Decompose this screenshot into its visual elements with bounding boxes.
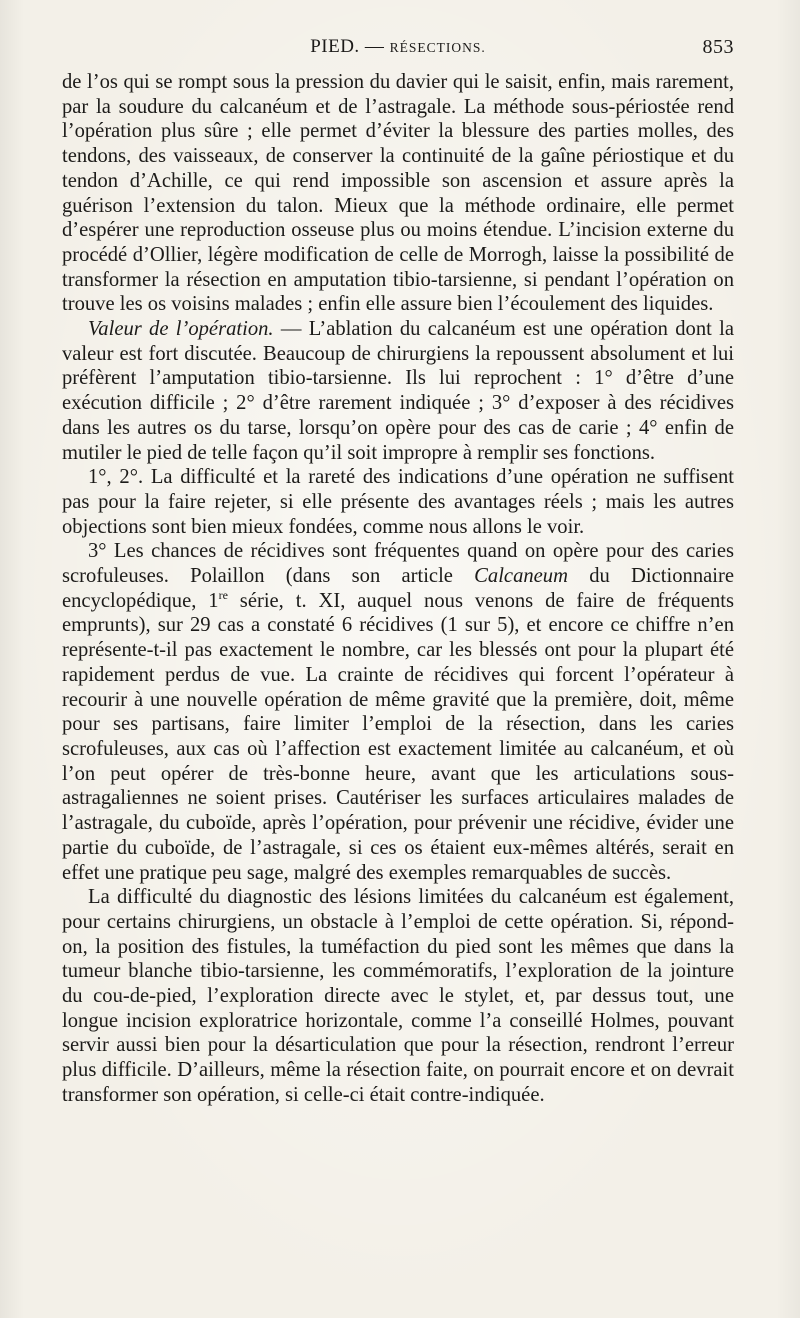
paragraph-diagnostic: [62, 885, 734, 1107]
running-title-main: PIED.: [310, 36, 360, 57]
paragraph-4-text-middle: du Dictionnaire encyclopédique, 1: [62, 565, 734, 612]
paragraph-2-text: — L’ablation du calcanéum est une opération dont la valeur est fort discutée. Beaucoup de chirurgiens la repoussent absolument et lui préfèrent l’amputation tibio-tarsienne. Ils lui reprochent : 1° d’être d’une exécution difficile ; 2° d’être rarement indiquée ; 3° d’exposer à des récidives dans les autres os du tarse, lorsqu’on opère pour des cas de carie ; 4° enfin de mutiler le pied de telle façon qu’il soit impropre à remplir ses fonctions.: [62, 318, 734, 464]
body-text: [62, 70, 734, 1108]
paragraph-5-text: La difficulté du diagnostic des lésions limitées du calcanéum est également, pour certains chirurgiens, un obstacle à l’emploi de cette opération. Si, répond-on, la position des fistules, la tuméfaction du pied sont les mêmes que dans la tumeur blanche tibio-tarsienne, les commémoratifs, l’exploration de la jointure du cou-de-pied, l’exploration directe avec le stylet, et, par dessus tout, une longue incision exploratrice horizontale, comme l’a conseillé Holmes, pouvant servir aussi bien pour la désarticulation que pour la résection, rendront l’erreur plus difficile. D’ailleurs, même la résection faite, on pourrait encore et on devrait transformer son opération, si celle-ci était contre-indiquée.: [62, 886, 734, 1106]
section-heading-valeur: Valeur de l’opération.: [88, 318, 274, 341]
paragraph-continuation: [62, 70, 734, 317]
superscript-re: re: [218, 587, 228, 602]
paragraph-recidives: [62, 539, 734, 885]
paragraph-difficulte: [62, 465, 734, 539]
running-title-section: RÉSECTIONS.: [389, 40, 486, 55]
paragraph-1-text: de l’os qui se rompt sous la pression du davier qui le saisit, enfin, mais rarement, par la soudure du calcanéum et de l’astragale. La méthode sous-périostée rend l’opération plus sûre ; elle permet d’éviter la blessure des parties molles, des tendons, des vaisseaux, de conserver la continuité de la gaîne périostique et du tendon d’Achille, ce qui rend impossible son ascension et assure après la guérison l’extension du talon. Mieux que la méthode ordinaire, elle permet d’espérer une reproduction osseuse plus ou moins étendue. L’incision externe du procédé d’Ollier, légère modification de celle de Morrogh, laisse la possibilité de transformer la résection en amputation tibio-tarsienne, si pendant l’opération on trouve les os voisins malades ; enfin elle assure bien l’écoulement des liquides.: [62, 71, 734, 316]
running-title-dash: —: [364, 36, 385, 57]
paragraph-valeur: [62, 317, 734, 465]
running-title: [62, 36, 734, 58]
article-title-calcaneum: Calcaneum: [474, 565, 568, 588]
running-head: [62, 36, 734, 62]
page-number: 853: [702, 36, 734, 58]
paragraph-4-text-before: 3° Les chances de récidives sont fréquentes quand on opère pour des caries scrofuleuses. Polaillon (dans son article: [62, 540, 734, 588]
paragraph-3-text: 1°, 2°. La difficulté et la rareté des indications d’une opération ne suffisent pas pour la faire rejeter, si elle présente des avantages réels ; mais les autres objections sont bien mieux fondées, comme nous allons le voir.: [62, 466, 734, 538]
paragraph-4-text-after: série, t. XI, auquel nous venons de faire de fréquents emprunts), sur 29 cas a constaté 6 récidives (1 sur 5), et encore ce chiffre n’en représente-t-il pas exactement le nombre, car les blessés ont pour la plupart été rapidement perdus de vue. La crainte de récidives qui forcent l’opérateur à recourir à une nouvelle opération de même gravité que la première, doit, même pour ses partisans, faire limiter l’emploi de la résection, dans les caries scrofuleuses, aux cas où l’affection est exactement limitée au calcanéum, et où l’on peut opérer de très-bonne heure, avant que les articulations sous-astragaliennes ne soient prises. Cautériser les surfaces articulaires malades de l’astragale, du cuboïde, après l’opération, pour prévenir une récidive, évider une partie du cuboïde, de l’astragale, si ces os étaient eux-mêmes altérés, serait en effet une pratique peu sage, malgré des exemples remarquables de succès.: [62, 589, 734, 884]
